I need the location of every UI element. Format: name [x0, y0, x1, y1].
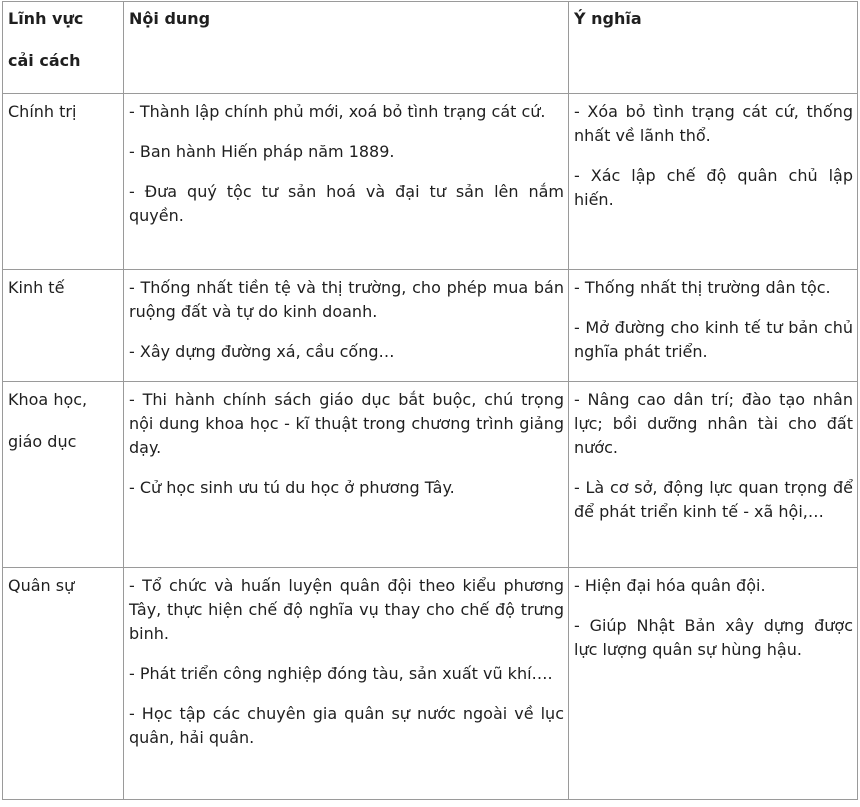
meaning-item: - Nâng cao dân trí; đào tạo nhân lực; bồi dưỡng nhân tài cho đất nước.	[574, 390, 853, 457]
header-field-line-2: cải cách	[8, 51, 81, 70]
field-label: Quân sự	[8, 576, 75, 595]
table-row	[3, 568, 858, 800]
field-label: Khoa học,	[8, 390, 88, 409]
header-content: Nội dung	[124, 2, 569, 94]
header-row	[3, 2, 858, 94]
meaning-cell	[569, 270, 858, 382]
meaning-item: - Mở đường cho kinh tế tư bản chủ nghĩa phát triển.	[574, 318, 853, 361]
content-item: - Thành lập chính phủ mới, xoá bỏ tình trạng cát cứ.	[129, 102, 546, 121]
meaning-item: - Giúp Nhật Bản xây dựng được lực lượng quân sự hùng hậu.	[574, 616, 853, 659]
field-label: Chính trị	[8, 102, 77, 121]
meaning-item: - Hiện đại hóa quân đội.	[574, 576, 766, 595]
table-row	[3, 270, 858, 382]
table-row	[3, 94, 858, 270]
content-item: - Thống nhất tiền tệ và thị trường, cho phép mua bán ruộng đất và tự do kinh doanh.	[129, 278, 564, 321]
content-item: - Phát triển công nghiệp đóng tàu, sản xuất vũ khí….	[129, 664, 553, 683]
field-label: Kinh tế	[8, 278, 65, 297]
field-cell	[3, 270, 124, 382]
table-row	[3, 382, 858, 568]
header-meaning: Ý nghĩa	[569, 2, 858, 94]
header-field-line-1: Lĩnh vực	[8, 9, 84, 28]
content-cell	[124, 382, 569, 568]
field-cell	[3, 94, 124, 270]
field-cell	[3, 382, 124, 568]
field-cell	[3, 568, 124, 800]
content-item: - Xây dựng đường xá, cầu cống…	[129, 342, 395, 361]
content-item: - Ban hành Hiến pháp năm 1889.	[129, 142, 395, 161]
meaning-item: - Là cơ sở, động lực quan trọng để để phát triển kinh tế - xã hội,…	[574, 478, 853, 521]
content-item: - Cử học sinh ưu tú du học ở phương Tây.	[129, 478, 455, 497]
content-cell	[124, 94, 569, 270]
content-cell	[124, 270, 569, 382]
meaning-cell	[569, 382, 858, 568]
meaning-cell	[569, 568, 858, 800]
content-item: - Thi hành chính sách giáo dục bắt buộc, chú trọng nội dung khoa học - kĩ thuật trong chương trình giảng dạy.	[129, 390, 564, 457]
content-cell	[124, 568, 569, 800]
header-field	[3, 2, 124, 94]
meaning-item: - Xác lập chế độ quân chủ lập hiến.	[574, 166, 853, 209]
meaning-item: - Thống nhất thị trường dân tộc.	[574, 278, 831, 297]
content-item: - Tổ chức và huấn luyện quân đội theo kiểu phương Tây, thực hiện chế độ nghĩa vụ thay cho chế độ trưng binh.	[129, 576, 564, 643]
reform-table	[2, 1, 858, 800]
content-item: - Học tập các chuyên gia quân sự nước ngoài về lục quân, hải quân.	[129, 704, 564, 747]
content-item: - Đưa quý tộc tư sản hoá và đại tư sản lên nắm quyền.	[129, 182, 564, 225]
meaning-item: - Xóa bỏ tình trạng cát cứ, thống nhất về lãnh thổ.	[574, 102, 853, 145]
field-label: giáo dục	[8, 432, 77, 451]
meaning-cell	[569, 94, 858, 270]
